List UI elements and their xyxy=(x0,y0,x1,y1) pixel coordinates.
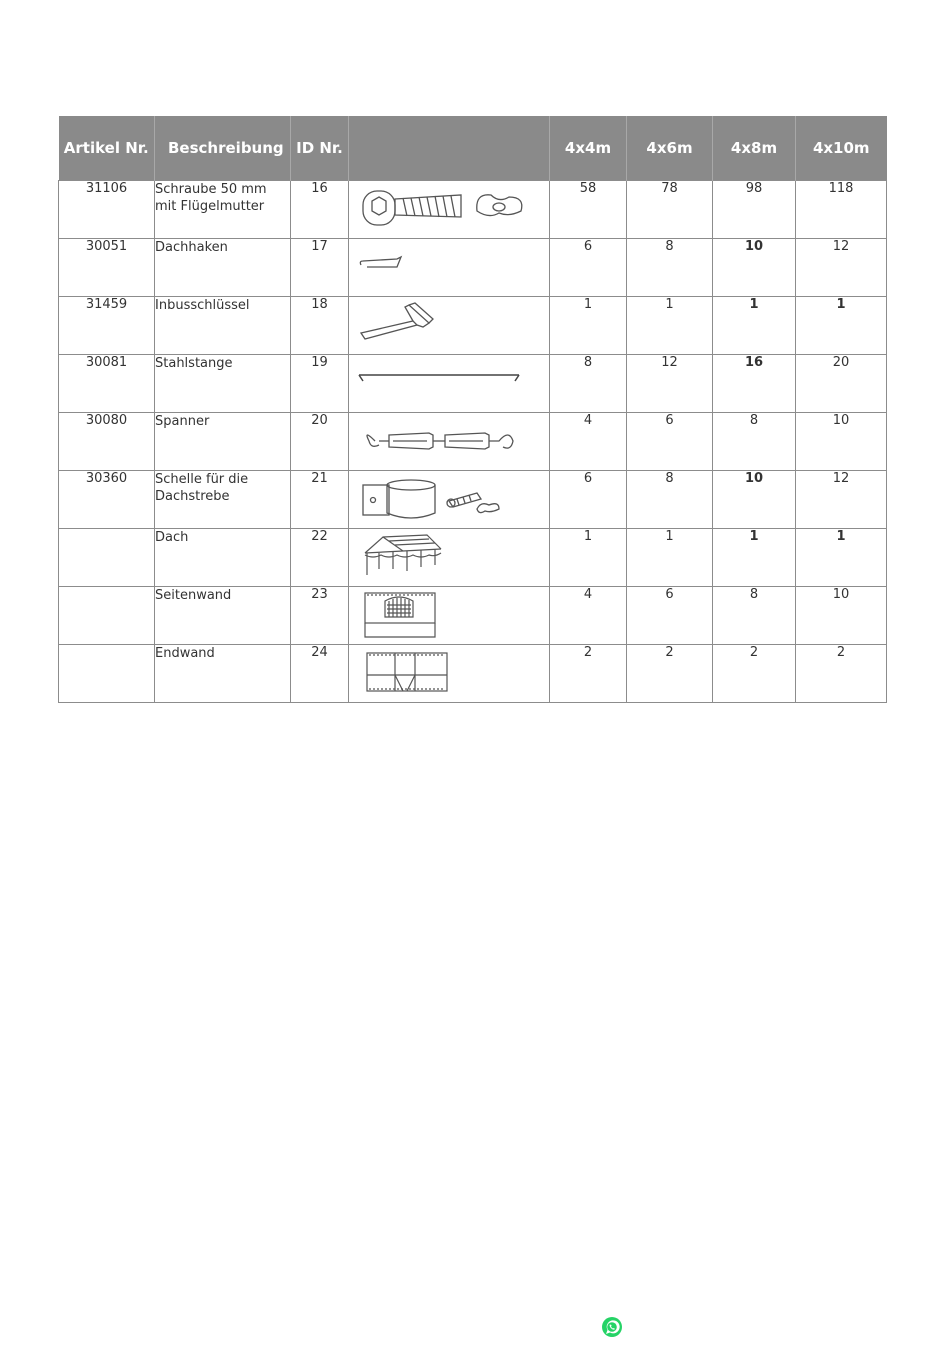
qty-4x8m-cell: 2 xyxy=(713,645,796,703)
qty-4x10m-cell: 20 xyxy=(796,355,887,413)
roof-hook-icon xyxy=(349,239,549,295)
qty-4x6m-cell: 12 xyxy=(627,355,713,413)
steel-rod-icon xyxy=(349,355,549,411)
header-image xyxy=(349,116,550,181)
qty-4x8m-cell: 98 xyxy=(713,181,796,239)
qty-4x4m-cell: 4 xyxy=(550,587,627,645)
artikel-nr-cell xyxy=(59,529,155,587)
qty-4x4m-cell: 6 xyxy=(550,239,627,297)
table-row xyxy=(59,297,887,355)
id-nr-cell: 21 xyxy=(291,471,349,529)
qty-4x10m-cell: 12 xyxy=(796,471,887,529)
qty-4x4m-cell: 6 xyxy=(550,471,627,529)
qty-4x4m-cell: 8 xyxy=(550,355,627,413)
header-artikel-nr: Artikel Nr. xyxy=(59,116,155,181)
qty-4x8m-cell: 8 xyxy=(713,587,796,645)
id-nr-cell: 18 xyxy=(291,297,349,355)
artikel-nr-cell: 31106 xyxy=(59,181,155,239)
beschreibung-cell: Stahlstange xyxy=(155,355,291,413)
qty-4x10m-cell: 12 xyxy=(796,239,887,297)
artikel-nr-cell: 30081 xyxy=(59,355,155,413)
table-header-row xyxy=(59,116,887,181)
part-image-cell xyxy=(349,355,550,413)
beschreibung-cell: Spanner xyxy=(155,413,291,471)
table-row xyxy=(59,645,887,703)
table-row xyxy=(59,181,887,239)
qty-4x4m-cell: 1 xyxy=(550,529,627,587)
beschreibung-cell: Endwand xyxy=(155,645,291,703)
beschreibung-cell: Schraube 50 mm mit Flügelmutter xyxy=(155,181,291,239)
parts-table xyxy=(58,116,887,703)
id-nr-cell: 20 xyxy=(291,413,349,471)
part-image-cell xyxy=(349,239,550,297)
id-nr-cell: 23 xyxy=(291,587,349,645)
artikel-nr-cell xyxy=(59,645,155,703)
artikel-nr-cell xyxy=(59,587,155,645)
qty-4x8m-cell: 10 xyxy=(713,471,796,529)
part-image-cell xyxy=(349,529,550,587)
qty-4x10m-cell: 1 xyxy=(796,529,887,587)
whatsapp-icon[interactable] xyxy=(601,1316,623,1338)
qty-4x6m-cell: 78 xyxy=(627,181,713,239)
qty-4x8m-cell: 8 xyxy=(713,413,796,471)
qty-4x4m-cell: 4 xyxy=(550,413,627,471)
table-row xyxy=(59,529,887,587)
qty-4x4m-cell: 2 xyxy=(550,645,627,703)
header-4x4m: 4x4m xyxy=(550,116,627,181)
header-4x6m: 4x6m xyxy=(627,116,713,181)
qty-4x8m-cell: 10 xyxy=(713,239,796,297)
part-image-cell xyxy=(349,413,550,471)
end-wall-icon xyxy=(349,645,549,701)
qty-4x6m-cell: 1 xyxy=(627,529,713,587)
allen-key-icon xyxy=(349,297,549,353)
part-image-cell xyxy=(349,181,550,239)
id-nr-cell: 19 xyxy=(291,355,349,413)
qty-4x6m-cell: 8 xyxy=(627,239,713,297)
qty-4x10m-cell: 2 xyxy=(796,645,887,703)
qty-4x8m-cell: 1 xyxy=(713,529,796,587)
table-row xyxy=(59,471,887,529)
qty-4x10m-cell: 10 xyxy=(796,587,887,645)
beschreibung-cell: Seitenwand xyxy=(155,587,291,645)
qty-4x10m-cell: 1 xyxy=(796,297,887,355)
beschreibung-cell: Dach xyxy=(155,529,291,587)
qty-4x6m-cell: 2 xyxy=(627,645,713,703)
roof-tarp-icon xyxy=(349,529,549,585)
qty-4x4m-cell: 1 xyxy=(550,297,627,355)
qty-4x6m-cell: 8 xyxy=(627,471,713,529)
artikel-nr-cell: 30080 xyxy=(59,413,155,471)
artikel-nr-cell: 30051 xyxy=(59,239,155,297)
qty-4x8m-cell: 16 xyxy=(713,355,796,413)
qty-4x10m-cell: 118 xyxy=(796,181,887,239)
qty-4x6m-cell: 6 xyxy=(627,587,713,645)
beschreibung-cell: Dachhaken xyxy=(155,239,291,297)
id-nr-cell: 17 xyxy=(291,239,349,297)
part-image-cell xyxy=(349,645,550,703)
id-nr-cell: 16 xyxy=(291,181,349,239)
pipe-clamp-icon xyxy=(349,471,549,527)
side-wall-icon xyxy=(349,587,549,643)
artikel-nr-cell: 30360 xyxy=(59,471,155,529)
beschreibung-cell: Inbusschlüssel xyxy=(155,297,291,355)
header-4x10m: 4x10m xyxy=(796,116,887,181)
artikel-nr-cell: 31459 xyxy=(59,297,155,355)
header-id-nr: ID Nr. xyxy=(291,116,349,181)
qty-4x6m-cell: 6 xyxy=(627,413,713,471)
bolt-with-wing-nut-icon xyxy=(349,181,549,237)
header-4x8m: 4x8m xyxy=(713,116,796,181)
table-row xyxy=(59,413,887,471)
table-row xyxy=(59,587,887,645)
part-image-cell xyxy=(349,587,550,645)
part-image-cell xyxy=(349,297,550,355)
id-nr-cell: 24 xyxy=(291,645,349,703)
turnbuckle-icon xyxy=(349,413,549,469)
beschreibung-cell: Schelle für die Dachstrebe xyxy=(155,471,291,529)
table-row xyxy=(59,239,887,297)
table-row xyxy=(59,355,887,413)
qty-4x6m-cell: 1 xyxy=(627,297,713,355)
header-beschreibung: Beschreibung xyxy=(155,116,291,181)
qty-4x4m-cell: 58 xyxy=(550,181,627,239)
id-nr-cell: 22 xyxy=(291,529,349,587)
qty-4x10m-cell: 10 xyxy=(796,413,887,471)
qty-4x8m-cell: 1 xyxy=(713,297,796,355)
part-image-cell xyxy=(349,471,550,529)
